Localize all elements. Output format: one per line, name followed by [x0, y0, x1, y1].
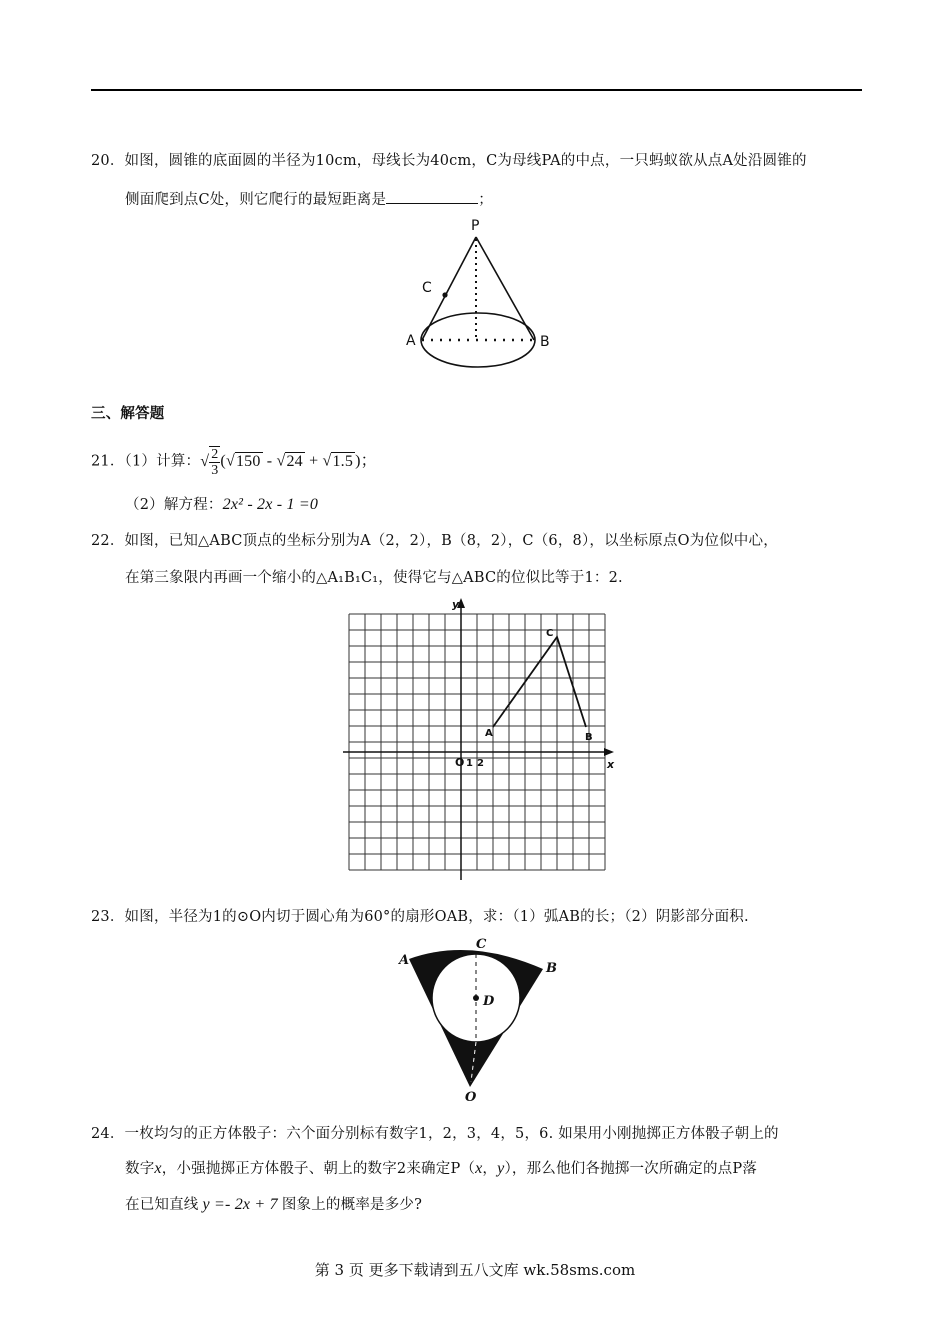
label-b: B: [540, 334, 550, 350]
q24-line3: [125, 1193, 422, 1214]
label-c: C: [546, 628, 554, 639]
answer-blank: [386, 191, 478, 204]
q24-line1: 24．一枚均匀的正方体骰子：六个面分别标有数字1，2，3，4，5，6. 如果用小刚抛掷正方体骰子朝上的: [91, 1126, 779, 1142]
label-b: B: [585, 732, 593, 743]
q24-line2: [125, 1157, 757, 1178]
q24-text-c: ，: [482, 1161, 498, 1177]
q20-line1: 20．如图，圆锥的底面圆的半径为10cm，母线长为40cm，C为母线PA的中点，一只蚂蚁欲从点A处沿圆锥的: [91, 153, 807, 169]
label-origin: O: [455, 756, 465, 769]
q24-text-line3a: 在已知直线: [125, 1197, 199, 1213]
q24-text-line3b: 图象上的概率是多少?: [281, 1197, 423, 1213]
x-axis-arrow: [604, 748, 614, 756]
point-x: x: [475, 1160, 483, 1177]
q21-part1: [91, 446, 377, 478]
q21-part2: [125, 493, 318, 514]
point-y: y: [497, 1160, 505, 1177]
label-c: C: [476, 937, 487, 952]
minus-sign: -: [262, 452, 277, 470]
triangle-abc: [493, 637, 586, 727]
expr-open: (: [220, 452, 226, 470]
q21-prefix: 21．（1）计算：: [91, 453, 201, 470]
label-d: D: [483, 994, 495, 1009]
label-c: C: [422, 280, 432, 296]
frac-numerator: 2: [211, 447, 219, 462]
q21-part2-label: （2）解方程：: [125, 497, 223, 513]
radical-24: √24: [276, 452, 303, 470]
label-x: x: [607, 758, 615, 771]
q22-line1: 22．如图，已知△ABC顶点的坐标分别为A（2，2），B（8，2），C（6，8），以坐标原点O为位似中心，: [91, 533, 778, 549]
label-o: O: [465, 1090, 477, 1102]
page-footer: 第 3 页 更多下载请到五八文库 wk.58sms.com: [314, 1261, 636, 1279]
expr-close: )；: [355, 452, 377, 470]
q20-line2-end: ；: [478, 192, 493, 208]
label-tick-1: 1: [466, 758, 473, 769]
label-b: B: [546, 961, 557, 976]
q24-text-a: 数字: [125, 1161, 155, 1177]
sector-figure: [395, 932, 565, 1102]
label-tick-2: 2: [477, 758, 484, 769]
line-equation: y =- 2x + 7: [202, 1196, 278, 1213]
q22-line2: 在第三象限内再画一个缩小的△A₁B₁C₁，使得它与△ABC的位似比等于1：2.: [125, 570, 623, 586]
label-a: A: [399, 953, 410, 968]
cone-figure: [400, 215, 552, 377]
header-rule: [91, 89, 862, 91]
q20-line2: [125, 188, 493, 209]
section-title: 三、解答题: [91, 406, 165, 422]
q21-equation: 2x² - 2x - 1 =0: [222, 496, 319, 513]
q20-line2-text: 侧面爬到点C处，则它爬行的最短距离是: [125, 192, 387, 208]
plus-sign: +: [304, 452, 323, 470]
q23-line1: 23．如图，半径为1的⊙O内切于圆心角为60°的扇形OAB，求：（1）弧AB的长；（2）阴影部分面积.: [91, 909, 749, 925]
label-a: A: [406, 333, 416, 349]
radical-150: √150: [225, 452, 261, 470]
center-dot: [473, 995, 479, 1001]
q24-text-b: ，小强抛掷正方体骰子、朝上的数字2来确定P（: [161, 1161, 476, 1177]
q24-text-d: ），那么他们各抛掷一次所确定的点P落: [504, 1161, 758, 1177]
label-a: A: [485, 728, 493, 739]
radical-1-5: √1.5: [322, 452, 354, 470]
point-c-dot: [442, 292, 447, 297]
sqrt-fraction: √ $\frac{2}{3}$: [200, 447, 219, 478]
label-y: y: [452, 598, 460, 611]
coordinate-grid-figure: [335, 594, 620, 884]
frac-denominator: 3: [211, 463, 219, 478]
var-x: x: [154, 1160, 162, 1177]
label-p: P: [471, 218, 480, 234]
